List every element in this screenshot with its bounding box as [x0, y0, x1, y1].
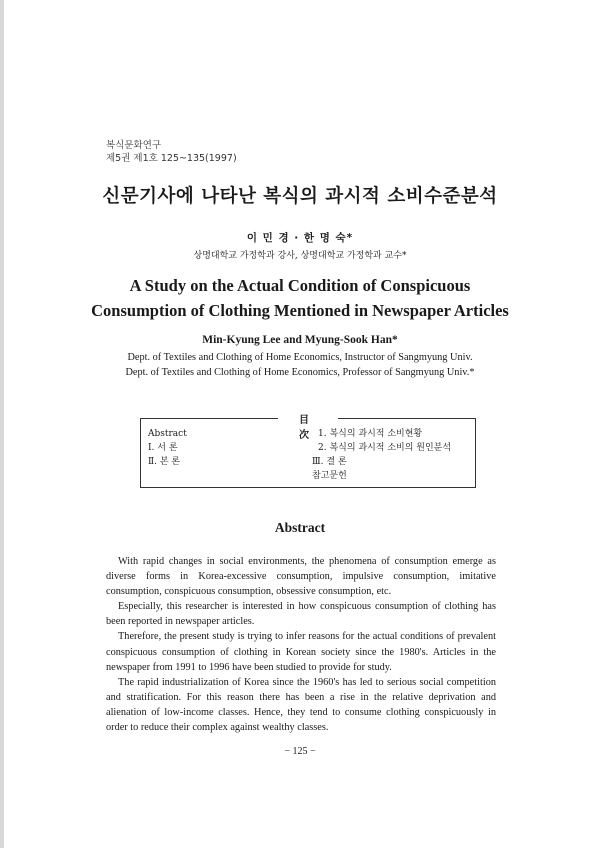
- toc-border-top-left: [140, 418, 278, 419]
- page-number: − 125 −: [284, 746, 316, 757]
- toc-item: Abstract: [148, 429, 187, 439]
- abstract-paragraph: Especially, this researcher is interested in how conspicuous consumption of clothing has been reported in newspaper articles.: [106, 601, 496, 628]
- toc-heading: 目 次: [299, 415, 317, 441]
- abstract-body: [106, 554, 496, 735]
- toc-item: Ⅱ. 본 론: [148, 457, 181, 467]
- english-affiliation: [0, 350, 600, 380]
- page-edge: [0, 0, 4, 848]
- toc-border-right: [475, 418, 476, 488]
- abstract-paragraph: Therefore, the present study is trying to infer reasons for the actual conditions of prevalent conspicuous consumption of clothing in Korean society since the 1980's. Articles in the newspaper from 1991 to 1996 have been studied to provide for study.: [106, 631, 496, 673]
- journal-info: [106, 139, 237, 165]
- abstract-paragraph: The rapid industrialization of Korea since the 1960's has led to serious social competition and stratification. For this reason there has been a rise in the relative deprivation and alienation of low-income classes. Hence, they tend to consume clothing conspicuously in order to reduce their complex against wealthy classes.: [106, 676, 496, 734]
- toc-item: 2. 복식의 과시적 소비의 원인분석: [318, 443, 452, 453]
- korean-title: 신문기사에 나타난 복식의 과시적 소비수준분석: [102, 186, 498, 207]
- english-authors: Min-Kyung Lee and Myung-Sook Han*: [202, 334, 398, 346]
- english-affiliation-line2: Dept. of Textiles and Clothing of Home Economics, Professor of Sangmyung Univ.*: [125, 367, 475, 378]
- toc-item: 1. 복식의 과시적 소비현황: [318, 429, 423, 439]
- english-title-line1: A Study on the Actual Condition of Conspicuous: [129, 276, 471, 295]
- toc-item: Ⅲ. 결 론: [312, 457, 347, 467]
- abstract-paragraph: With rapid changes in social environments, the phenomena of consumption emerge as diverse forms in Korea-excessive consumption, impulsive consumption, imitative consumption, conspicuous consumption, obsessive consumption, etc.: [106, 556, 496, 598]
- abstract-heading: Abstract: [274, 520, 326, 535]
- journal-name: 복식문화연구: [106, 140, 162, 151]
- journal-issue: 제5권 제1호 125~135(1997): [106, 153, 237, 164]
- toc-border-top-right: [338, 418, 476, 419]
- toc-item: 참고문헌: [312, 471, 347, 481]
- toc-right-column: [312, 427, 451, 483]
- english-affiliation-line1: Dept. of Textiles and Clothing of Home Economics, Instructor of Sangmyung Univ.: [127, 352, 473, 363]
- korean-authors: 이 민 경 · 한 명 숙*: [246, 232, 354, 244]
- table-of-contents: [140, 415, 476, 488]
- toc-left-column: [148, 427, 187, 469]
- korean-affiliation: 상명대학교 가정학과 강사, 상명대학교 가정학과 교수*: [193, 251, 407, 261]
- english-title-line2: Consumption of Clothing Mentioned in Newspaper Articles: [91, 301, 509, 320]
- toc-border-bottom: [140, 487, 476, 488]
- toc-border-left: [140, 418, 141, 488]
- toc-item: Ⅰ. 서 론: [148, 443, 178, 453]
- english-title: [0, 273, 600, 323]
